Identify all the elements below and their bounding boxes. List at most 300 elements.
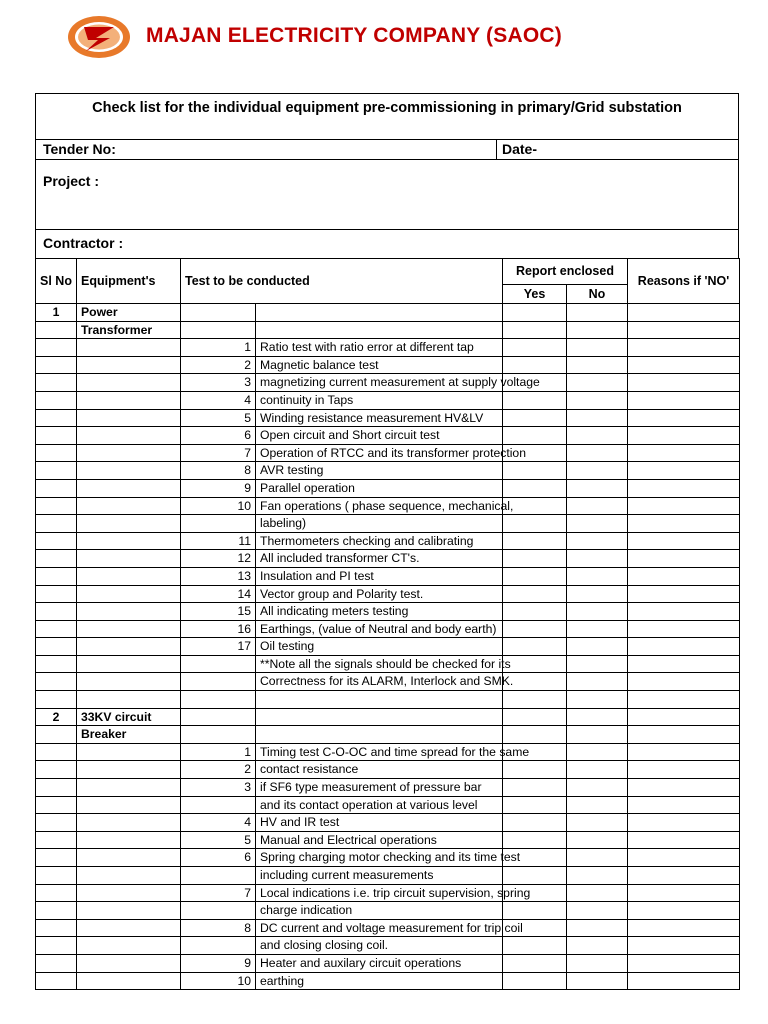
table-row xyxy=(36,708,740,726)
reason-cell[interactable] xyxy=(628,567,740,585)
sl-no-cell xyxy=(36,339,77,357)
report-yes-cell[interactable] xyxy=(503,761,567,779)
report-no-cell[interactable] xyxy=(567,655,628,673)
report-no-cell[interactable] xyxy=(567,726,628,744)
test-number-cell: 12 xyxy=(181,550,256,568)
lightning-logo-icon xyxy=(66,14,132,60)
report-yes-cell[interactable] xyxy=(503,902,567,920)
equipment-cell xyxy=(77,919,181,937)
sl-no-cell xyxy=(36,427,77,445)
sl-no-cell xyxy=(36,356,77,374)
equipment-cell xyxy=(77,902,181,920)
form-header xyxy=(35,93,739,259)
table-row xyxy=(36,497,740,515)
reason-cell[interactable] xyxy=(628,691,740,709)
test-number-cell xyxy=(181,867,256,885)
report-yes-cell[interactable] xyxy=(503,620,567,638)
test-description-cell: Winding resistance measurement HV&LV xyxy=(256,409,503,427)
test-number-cell: 7 xyxy=(181,884,256,902)
table-row xyxy=(36,954,740,972)
table-row xyxy=(36,919,740,937)
sl-no-cell xyxy=(36,444,77,462)
report-no-cell[interactable] xyxy=(567,937,628,955)
sl-no-cell xyxy=(36,849,77,867)
table-row xyxy=(36,409,740,427)
project-label: Project : xyxy=(43,173,100,189)
report-yes-cell[interactable] xyxy=(503,831,567,849)
report-yes-cell[interactable] xyxy=(503,937,567,955)
test-description-cell: Ratio test with ratio error at different tap xyxy=(256,339,503,357)
reason-cell[interactable] xyxy=(628,919,740,937)
report-no-cell[interactable] xyxy=(567,427,628,445)
report-no-cell[interactable] xyxy=(567,831,628,849)
report-no-cell[interactable] xyxy=(567,691,628,709)
equipment-cell xyxy=(77,444,181,462)
test-number-cell: 5 xyxy=(181,831,256,849)
header-equipment: Equipment's xyxy=(77,259,181,304)
test-description-cell: Thermometers checking and calibrating xyxy=(256,532,503,550)
reason-cell[interactable] xyxy=(628,304,740,322)
test-description-cell: Correctness for its ALARM, Interlock and SMK. xyxy=(256,673,503,691)
table-row xyxy=(36,638,740,656)
test-description-cell: Earthings, (value of Neutral and body earth) xyxy=(256,620,503,638)
sl-no-cell xyxy=(36,867,77,885)
report-yes-cell[interactable] xyxy=(503,796,567,814)
report-no-cell[interactable] xyxy=(567,972,628,990)
test-description-cell: **Note all the signals should be checked for its xyxy=(256,655,503,673)
test-description-cell: labeling) xyxy=(256,515,503,533)
equipment-cell xyxy=(77,620,181,638)
test-number-cell: 3 xyxy=(181,374,256,392)
report-yes-cell[interactable] xyxy=(503,356,567,374)
report-no-cell[interactable] xyxy=(567,919,628,937)
reason-cell[interactable] xyxy=(628,743,740,761)
test-number-cell: 8 xyxy=(181,919,256,937)
divider xyxy=(36,139,738,140)
header-sl-no: Sl No xyxy=(36,259,77,304)
table-row xyxy=(36,726,740,744)
table-row xyxy=(36,761,740,779)
equipment-cell xyxy=(77,673,181,691)
divider xyxy=(36,159,738,160)
equipment-cell xyxy=(77,779,181,797)
test-number-cell: 10 xyxy=(181,497,256,515)
reason-cell[interactable] xyxy=(628,902,740,920)
equipment-cell xyxy=(77,603,181,621)
table-row xyxy=(36,620,740,638)
report-yes-cell[interactable] xyxy=(503,779,567,797)
test-description-cell: All included transformer CT's. xyxy=(256,550,503,568)
table-row xyxy=(36,479,740,497)
equipment-cell: Breaker xyxy=(77,726,181,744)
table-row xyxy=(36,532,740,550)
test-number-cell xyxy=(181,796,256,814)
equipment-cell xyxy=(77,497,181,515)
report-yes-cell[interactable] xyxy=(503,708,567,726)
test-number-cell xyxy=(181,515,256,533)
test-number-cell: 17 xyxy=(181,638,256,656)
report-yes-cell[interactable] xyxy=(503,427,567,445)
table-row xyxy=(36,884,740,902)
checklist-table xyxy=(35,258,740,990)
report-yes-cell[interactable] xyxy=(503,638,567,656)
divider xyxy=(36,229,738,230)
report-no-cell[interactable] xyxy=(567,620,628,638)
sl-no-cell xyxy=(36,972,77,990)
test-number-cell: 15 xyxy=(181,603,256,621)
test-number-cell: 6 xyxy=(181,849,256,867)
table-row xyxy=(36,972,740,990)
report-no-cell[interactable] xyxy=(567,796,628,814)
report-no-cell[interactable] xyxy=(567,321,628,339)
test-number-cell xyxy=(181,691,256,709)
reason-cell[interactable] xyxy=(628,937,740,955)
report-no-cell[interactable] xyxy=(567,339,628,357)
report-yes-cell[interactable] xyxy=(503,603,567,621)
test-number-cell: 9 xyxy=(181,479,256,497)
reason-cell[interactable] xyxy=(628,427,740,445)
sl-no-cell xyxy=(36,374,77,392)
reason-cell[interactable] xyxy=(628,515,740,533)
equipment-cell xyxy=(77,761,181,779)
reason-cell[interactable] xyxy=(628,779,740,797)
table-row xyxy=(36,814,740,832)
header-report-enclosed: Report enclosed xyxy=(503,259,628,285)
equipment-cell xyxy=(77,849,181,867)
reason-cell[interactable] xyxy=(628,726,740,744)
sl-no-cell xyxy=(36,673,77,691)
reason-cell[interactable] xyxy=(628,585,740,603)
reason-cell[interactable] xyxy=(628,884,740,902)
equipment-cell xyxy=(77,391,181,409)
test-number-cell: 4 xyxy=(181,391,256,409)
equipment-cell xyxy=(77,427,181,445)
equipment-cell: Transformer xyxy=(77,321,181,339)
report-no-cell[interactable] xyxy=(567,954,628,972)
table-row xyxy=(36,743,740,761)
test-number-cell: 11 xyxy=(181,532,256,550)
equipment-cell xyxy=(77,937,181,955)
report-yes-cell[interactable] xyxy=(503,515,567,533)
test-description-cell: Open circuit and Short circuit test xyxy=(256,427,503,445)
equipment-cell xyxy=(77,884,181,902)
report-yes-cell[interactable] xyxy=(503,479,567,497)
table-row xyxy=(36,937,740,955)
report-no-cell[interactable] xyxy=(567,356,628,374)
sl-no-cell xyxy=(36,409,77,427)
company-name: MAJAN ELECTRICITY COMPANY (SAOC) xyxy=(146,24,562,47)
equipment-cell xyxy=(77,374,181,392)
equipment-cell xyxy=(77,462,181,480)
test-number-cell xyxy=(181,708,256,726)
reason-cell[interactable] xyxy=(628,972,740,990)
equipment-cell xyxy=(77,954,181,972)
sl-no-cell xyxy=(36,655,77,673)
header-no: No xyxy=(567,285,628,304)
equipment-cell: 33KV circuit xyxy=(77,708,181,726)
report-yes-cell[interactable] xyxy=(503,585,567,603)
test-description-cell: Vector group and Polarity test. xyxy=(256,585,503,603)
table-row xyxy=(36,779,740,797)
reason-cell[interactable] xyxy=(628,444,740,462)
equipment-cell: Power xyxy=(77,304,181,322)
report-yes-cell[interactable] xyxy=(503,391,567,409)
report-no-cell[interactable] xyxy=(567,550,628,568)
reason-cell[interactable] xyxy=(628,954,740,972)
test-description-cell: DC current and voltage measurement for trip coil xyxy=(256,919,503,937)
test-number-cell: 9 xyxy=(181,954,256,972)
report-no-cell[interactable] xyxy=(567,779,628,797)
sl-no-cell xyxy=(36,691,77,709)
reason-cell[interactable] xyxy=(628,356,740,374)
sl-no-cell xyxy=(36,884,77,902)
header-yes: Yes xyxy=(503,285,567,304)
report-no-cell[interactable] xyxy=(567,532,628,550)
report-yes-cell[interactable] xyxy=(503,339,567,357)
table-row xyxy=(36,444,740,462)
report-yes-cell[interactable] xyxy=(503,972,567,990)
table-row xyxy=(36,550,740,568)
report-no-cell[interactable] xyxy=(567,374,628,392)
report-yes-cell[interactable] xyxy=(503,321,567,339)
sl-no-cell xyxy=(36,567,77,585)
test-number-cell: 2 xyxy=(181,761,256,779)
test-description-cell: Local indications i.e. trip circuit supervision, spring xyxy=(256,884,503,902)
reason-cell[interactable] xyxy=(628,532,740,550)
test-number-cell xyxy=(181,673,256,691)
test-number-cell: 5 xyxy=(181,409,256,427)
test-description-cell: Heater and auxilary circuit operations xyxy=(256,954,503,972)
table-row xyxy=(36,849,740,867)
report-yes-cell[interactable] xyxy=(503,409,567,427)
equipment-cell xyxy=(77,867,181,885)
reason-cell[interactable] xyxy=(628,550,740,568)
equipment-cell xyxy=(77,796,181,814)
header-test: Test to be conducted xyxy=(181,259,503,304)
report-no-cell[interactable] xyxy=(567,479,628,497)
test-description-cell xyxy=(256,708,503,726)
report-yes-cell[interactable] xyxy=(503,691,567,709)
test-description-cell: Magnetic balance test xyxy=(256,356,503,374)
report-no-cell[interactable] xyxy=(567,884,628,902)
test-description-cell xyxy=(256,726,503,744)
report-yes-cell[interactable] xyxy=(503,655,567,673)
test-number-cell: 10 xyxy=(181,972,256,990)
test-number-cell: 14 xyxy=(181,585,256,603)
report-no-cell[interactable] xyxy=(567,567,628,585)
report-no-cell[interactable] xyxy=(567,409,628,427)
report-no-cell[interactable] xyxy=(567,515,628,533)
test-number-cell xyxy=(181,937,256,955)
test-description-cell: Spring charging motor checking and its time test xyxy=(256,849,503,867)
sl-no-cell xyxy=(36,585,77,603)
contractor-label: Contractor : xyxy=(43,235,124,251)
test-description-cell xyxy=(256,321,503,339)
report-no-cell[interactable] xyxy=(567,743,628,761)
reason-cell[interactable] xyxy=(628,638,740,656)
table-row xyxy=(36,691,740,709)
report-yes-cell[interactable] xyxy=(503,814,567,832)
reason-cell[interactable] xyxy=(628,761,740,779)
divider xyxy=(496,139,497,159)
report-no-cell[interactable] xyxy=(567,761,628,779)
reason-cell[interactable] xyxy=(628,655,740,673)
test-description-cell: All indicating meters testing xyxy=(256,603,503,621)
equipment-cell xyxy=(77,550,181,568)
equipment-cell xyxy=(77,743,181,761)
equipment-cell xyxy=(77,479,181,497)
test-number-cell: 8 xyxy=(181,462,256,480)
test-description-cell: Fan operations ( phase sequence, mechanical, xyxy=(256,497,503,515)
sl-no-cell xyxy=(36,638,77,656)
sl-no-cell: 1 xyxy=(36,304,77,322)
reason-cell[interactable] xyxy=(628,708,740,726)
report-yes-cell[interactable] xyxy=(503,304,567,322)
test-number-cell: 3 xyxy=(181,779,256,797)
table-row xyxy=(36,902,740,920)
test-number-cell xyxy=(181,655,256,673)
test-number-cell xyxy=(181,304,256,322)
reason-cell[interactable] xyxy=(628,867,740,885)
table-row xyxy=(36,796,740,814)
sl-no-cell xyxy=(36,497,77,515)
report-yes-cell[interactable] xyxy=(503,550,567,568)
reason-cell[interactable] xyxy=(628,796,740,814)
sl-no-cell xyxy=(36,479,77,497)
reason-cell[interactable] xyxy=(628,479,740,497)
sl-no-cell xyxy=(36,761,77,779)
test-number-cell xyxy=(181,902,256,920)
test-number-cell: 1 xyxy=(181,339,256,357)
table-row xyxy=(36,585,740,603)
reason-cell[interactable] xyxy=(628,391,740,409)
test-number-cell xyxy=(181,321,256,339)
table-row xyxy=(36,462,740,480)
test-description-cell: Parallel operation xyxy=(256,479,503,497)
report-no-cell[interactable] xyxy=(567,708,628,726)
test-number-cell xyxy=(181,726,256,744)
table-row xyxy=(36,374,740,392)
report-no-cell[interactable] xyxy=(567,814,628,832)
report-no-cell[interactable] xyxy=(567,673,628,691)
sl-no-cell xyxy=(36,831,77,849)
test-number-cell: 6 xyxy=(181,427,256,445)
test-description-cell: Manual and Electrical operations xyxy=(256,831,503,849)
table-row xyxy=(36,515,740,533)
sl-no-cell xyxy=(36,620,77,638)
equipment-cell xyxy=(77,515,181,533)
test-description-cell: Operation of RTCC and its transformer protection xyxy=(256,444,503,462)
test-description-cell: Insulation and PI test xyxy=(256,567,503,585)
sl-no-cell xyxy=(36,515,77,533)
report-no-cell[interactable] xyxy=(567,638,628,656)
equipment-cell xyxy=(77,567,181,585)
reason-cell[interactable] xyxy=(628,409,740,427)
test-description-cell: HV and IR test xyxy=(256,814,503,832)
report-no-cell[interactable] xyxy=(567,849,628,867)
sl-no-cell xyxy=(36,550,77,568)
equipment-cell xyxy=(77,691,181,709)
report-yes-cell[interactable] xyxy=(503,532,567,550)
report-no-cell[interactable] xyxy=(567,304,628,322)
report-no-cell[interactable] xyxy=(567,497,628,515)
report-no-cell[interactable] xyxy=(567,391,628,409)
table-row xyxy=(36,427,740,445)
test-number-cell: 2 xyxy=(181,356,256,374)
equipment-cell xyxy=(77,638,181,656)
table-row xyxy=(36,356,740,374)
equipment-cell xyxy=(77,532,181,550)
table-row xyxy=(36,655,740,673)
report-no-cell[interactable] xyxy=(567,603,628,621)
sl-no-cell xyxy=(36,462,77,480)
test-number-cell: 13 xyxy=(181,567,256,585)
equipment-cell xyxy=(77,585,181,603)
reason-cell[interactable] xyxy=(628,497,740,515)
test-description-cell: and closing closing coil. xyxy=(256,937,503,955)
sl-no-cell xyxy=(36,954,77,972)
sl-no-cell xyxy=(36,603,77,621)
reason-cell[interactable] xyxy=(628,849,740,867)
reason-cell[interactable] xyxy=(628,814,740,832)
report-yes-cell[interactable] xyxy=(503,567,567,585)
test-description-cell: earthing xyxy=(256,972,503,990)
test-number-cell: 1 xyxy=(181,743,256,761)
test-number-cell: 7 xyxy=(181,444,256,462)
sl-no-cell xyxy=(36,532,77,550)
test-description-cell: including current measurements xyxy=(256,867,503,885)
test-description-cell xyxy=(256,691,503,709)
report-yes-cell[interactable] xyxy=(503,867,567,885)
table-row xyxy=(36,321,740,339)
sl-no-cell xyxy=(36,796,77,814)
company-logo xyxy=(66,14,132,60)
reason-cell[interactable] xyxy=(628,462,740,480)
reason-cell[interactable] xyxy=(628,620,740,638)
reason-cell[interactable] xyxy=(628,339,740,357)
table-row xyxy=(36,339,740,357)
sl-no-cell xyxy=(36,743,77,761)
header-reasons: Reasons if 'NO' xyxy=(628,259,740,304)
reason-cell[interactable] xyxy=(628,831,740,849)
test-description-cell: Oil testing xyxy=(256,638,503,656)
equipment-cell xyxy=(77,972,181,990)
date-label: Date- xyxy=(502,141,538,157)
table-header-row xyxy=(36,259,740,285)
test-description-cell: Timing test C-O-OC and time spread for the same xyxy=(256,743,503,761)
report-no-cell[interactable] xyxy=(567,585,628,603)
sl-no-cell xyxy=(36,902,77,920)
report-no-cell[interactable] xyxy=(567,867,628,885)
report-no-cell[interactable] xyxy=(567,902,628,920)
test-description-cell: magnetizing current measurement at supply voltage xyxy=(256,374,503,392)
reason-cell[interactable] xyxy=(628,374,740,392)
report-no-cell[interactable] xyxy=(567,444,628,462)
sl-no-cell xyxy=(36,814,77,832)
report-yes-cell[interactable] xyxy=(503,462,567,480)
reason-cell[interactable] xyxy=(628,603,740,621)
report-yes-cell[interactable] xyxy=(503,726,567,744)
table-row xyxy=(36,673,740,691)
equipment-cell xyxy=(77,409,181,427)
test-description-cell: and its contact operation at various level xyxy=(256,796,503,814)
sl-no-cell xyxy=(36,937,77,955)
test-description-cell xyxy=(256,304,503,322)
report-yes-cell[interactable] xyxy=(503,954,567,972)
reason-cell[interactable] xyxy=(628,673,740,691)
reason-cell[interactable] xyxy=(628,321,740,339)
report-no-cell[interactable] xyxy=(567,462,628,480)
